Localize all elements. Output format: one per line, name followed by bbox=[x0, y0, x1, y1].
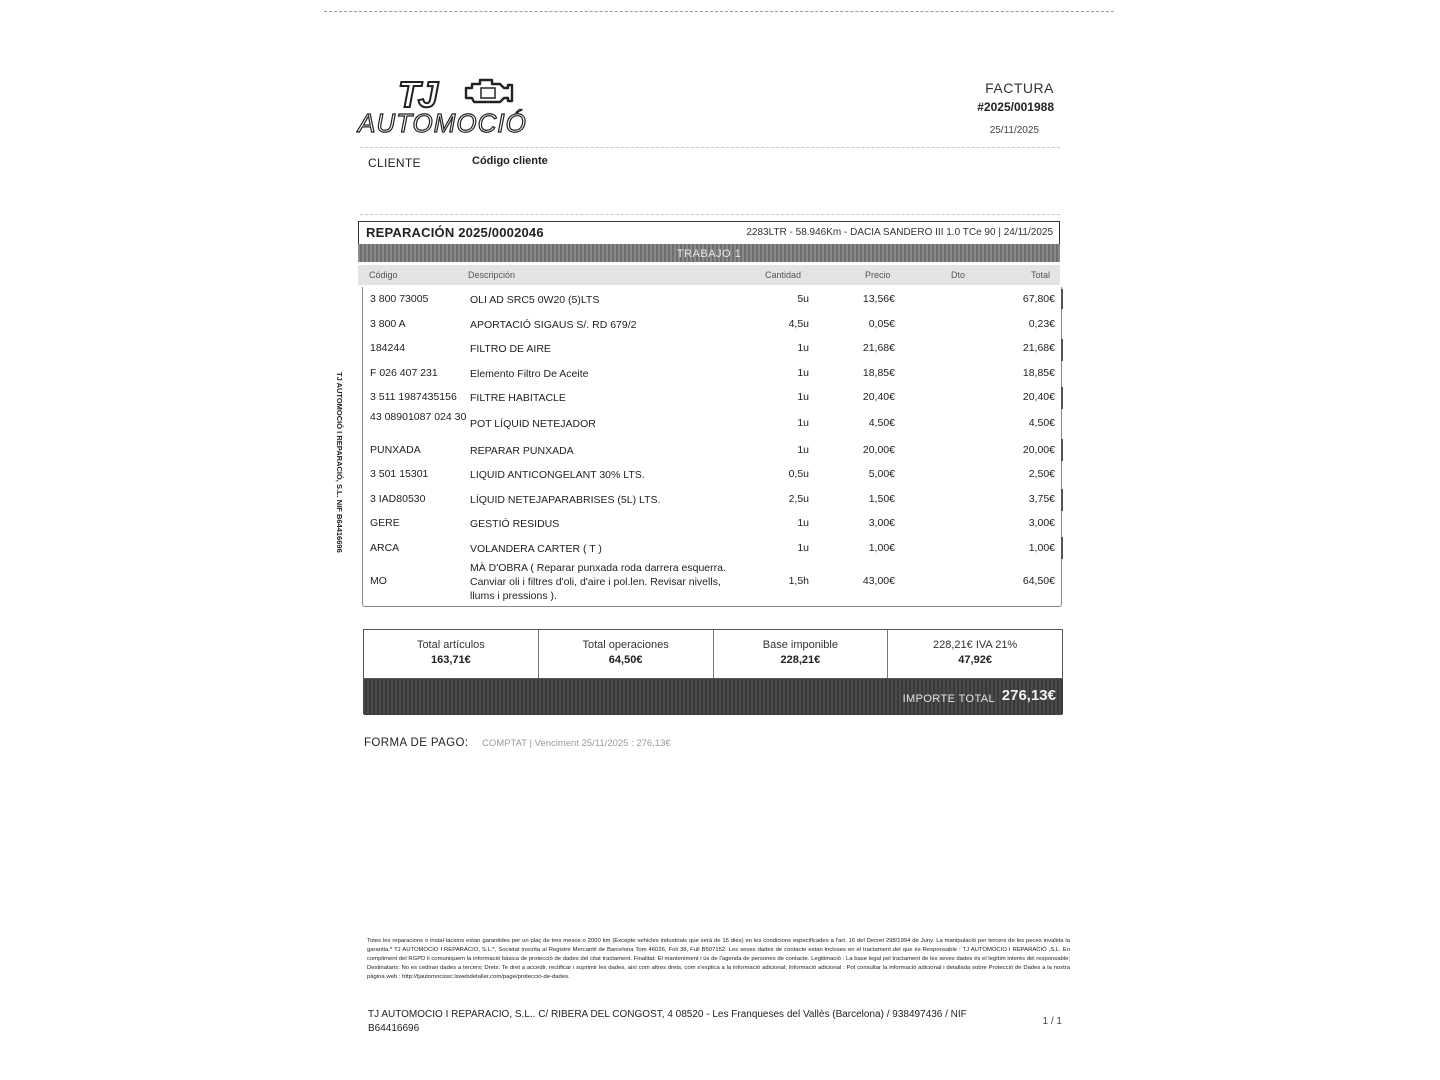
item-quantity: 1,5h bbox=[788, 575, 809, 587]
col-quantity: Cantidad bbox=[765, 270, 802, 280]
item-code: 3 511 1987435156 bbox=[370, 391, 457, 403]
item-price: 20,40€ bbox=[862, 391, 895, 403]
item-code: 3 501 15301 bbox=[370, 468, 429, 480]
repair-title: REPARACIÓN 2025/0002046 bbox=[366, 225, 544, 240]
invoice-number: #2025/001988 bbox=[977, 100, 1054, 114]
item-price: 21,68€ bbox=[862, 342, 895, 354]
total-articles bbox=[364, 630, 539, 678]
col-code: Código bbox=[369, 270, 398, 280]
total-articles-label: Total artículos bbox=[416, 639, 485, 651]
item-total: 21,68€ bbox=[1022, 342, 1055, 354]
legal-notice: Totes les reparacions o instal·lacions estan garantides per un plaç de tres mesos o 2000 km (Excepte vehicles industrials que serà de 15 dies) en les condicions especificades a l'art. 16 del Decret 298/1994 de Juny. La manipulació per tercers de les peces invalida la garantia.* TJ AUTOMOCIO I REPARACIO, S.L.*, Societat inscrita al Registre Mercantil de Barcelona Tom 46026, Foli 38, Full B507152. Les seves dades de contacte estan incloses en el tractament del que és Responsable : TJ AUTOMOCIO I REPARACIÓ ,S.L. En compliment del RGPD li comuniquem la informació bàsica de protecció de dades del citat tractament. Finalitat: El manteniment i ús de l'agenda de persones de contacte. Legitimació : La base legal pel tractament de les seves dades és el legítim interès del responsable; Destinataris: No es cediran dades a tercers; Drets: Te dret a accedir, rectificar i suprimir les dades, així com altres drets, com s'explica a la informació adicional; Informació adicional : Pot consultar la informació adicional i detallada sobre Protecció de Dades a la nostra pàgina web : http://tjautomociosc.lswebdetaller.com/page/proteccio-de-dades. bbox=[367, 938, 1070, 980]
row-edge-mark bbox=[1061, 489, 1063, 511]
item-description: LÍQUID NETEJAPARABRISES (5L) LTS. bbox=[470, 494, 661, 506]
engine-icon bbox=[462, 76, 518, 110]
tax-base-value: 228,21€ bbox=[780, 654, 821, 666]
vertical-company-id: TJ AUTOMOCIÓ I REPARACIÓ, S.L. NIF B64416696 bbox=[335, 372, 344, 553]
item-quantity: 1u bbox=[797, 444, 809, 456]
item-quantity: 1u bbox=[797, 391, 809, 403]
footer-company-info: TJ AUTOMOCIO I REPARACIO, S.L.. C/ RIBERA DEL CONGOST, 4 08520 - Les Franqueses del Vallès (Barcelona) / 938497436 / NIF B64416696 bbox=[368, 1009, 967, 1034]
table-header bbox=[358, 265, 1060, 285]
item-price: 1,50€ bbox=[868, 493, 895, 505]
item-total: 67,80€ bbox=[1022, 293, 1055, 305]
item-total: 3,00€ bbox=[1028, 517, 1055, 529]
item-total: 1,00€ bbox=[1028, 542, 1055, 554]
item-description: FILTRO DE AIRE bbox=[470, 343, 551, 355]
item-description: Elemento Filtro De Aceite bbox=[470, 368, 589, 380]
item-total: 2,50€ bbox=[1028, 468, 1055, 480]
logo-automocio-text: AUTOMOCIÓ bbox=[358, 108, 527, 138]
item-price: 13,56€ bbox=[862, 293, 895, 305]
tax-base bbox=[714, 630, 889, 678]
page-number: 1 / 1 bbox=[1042, 1016, 1062, 1027]
total-operations-label: Total operaciones bbox=[582, 639, 669, 651]
item-description: LIQUID ANTICONGELANT 30% LTS. bbox=[470, 469, 645, 481]
row-edge-mark bbox=[1061, 339, 1063, 361]
item-description: FILTRE HABITACLE bbox=[470, 392, 566, 404]
item-code: ARCA bbox=[370, 542, 400, 554]
repair-vehicle-info: 2283LTR - 58.946Km - DACIA SANDERO III 1.0 TCe 90 | 24/11/2025 bbox=[746, 227, 1053, 238]
client-code-label: Código cliente bbox=[472, 155, 548, 167]
company-logo bbox=[358, 72, 558, 138]
item-code: 3 IAD80530 bbox=[370, 493, 426, 505]
col-description: Descripción bbox=[468, 270, 516, 280]
item-total: 20,00€ bbox=[1022, 444, 1055, 456]
item-code: PUNXADA bbox=[370, 444, 421, 456]
item-price: 3,00€ bbox=[868, 517, 895, 529]
item-code: 3 800 A bbox=[370, 318, 406, 330]
invoice-date: 25/11/2025 bbox=[989, 125, 1039, 136]
item-code: 184244 bbox=[370, 342, 406, 354]
col-discount: Dto bbox=[951, 270, 966, 280]
items-table bbox=[362, 287, 1062, 607]
item-quantity: 4,5u bbox=[788, 318, 809, 330]
item-quantity: 1u bbox=[797, 517, 809, 529]
item-quantity: 1u bbox=[797, 342, 809, 354]
col-price: Precio bbox=[865, 270, 891, 280]
client-label: CLIENTE bbox=[368, 156, 421, 170]
item-total: 0,23€ bbox=[1028, 318, 1055, 330]
item-total: 3,75€ bbox=[1028, 493, 1055, 505]
item-description: VOLANDERA CARTER ( T ) bbox=[470, 543, 602, 555]
payment-method-label: FORMA DE PAGO: bbox=[364, 737, 469, 749]
scan-top-edge bbox=[324, 11, 1114, 12]
work-section-bar bbox=[358, 244, 1060, 262]
item-quantity: 1u bbox=[797, 367, 809, 379]
vat bbox=[888, 630, 1062, 678]
item-code: GERE bbox=[370, 517, 400, 529]
total-operations-value: 64,50€ bbox=[608, 654, 643, 666]
row-edge-mark bbox=[1061, 289, 1063, 309]
col-total: Total bbox=[1031, 270, 1051, 280]
item-price: 43,00€ bbox=[862, 575, 895, 587]
grand-total-bar bbox=[363, 679, 1063, 715]
grand-total-label: IMPORTE TOTAL bbox=[902, 693, 995, 705]
item-code: F 026 407 231 bbox=[370, 367, 438, 379]
logo-tj-text: TJ bbox=[398, 74, 437, 115]
item-code: 43 08901087 024 30 bbox=[370, 411, 467, 423]
payment-method-value: COMPTAT | Venciment 25/11/2025 : 276,13€ bbox=[482, 738, 671, 749]
item-description: REPARAR PUNXADA bbox=[470, 445, 574, 457]
vat-label: 228,21€ IVA 21% bbox=[933, 639, 1018, 651]
item-total: 64,50€ bbox=[1022, 575, 1055, 587]
item-code: MO bbox=[370, 575, 387, 587]
item-description: MÀ D'OBRA ( Reparar punxada roda darrera esquerra. Canviar oli i filtres d'oli, d'aire i pol.len. Revisar nivells, llums i pressions ). bbox=[470, 562, 726, 602]
row-edge-mark bbox=[1061, 537, 1063, 559]
vat-value: 47,92€ bbox=[958, 654, 992, 666]
total-articles-value: 163,71€ bbox=[430, 654, 471, 666]
divider bbox=[360, 147, 1060, 148]
repair-header bbox=[358, 221, 1060, 244]
item-quantity: 2,5u bbox=[788, 493, 809, 505]
work-section-label: TRABAJO 1 bbox=[676, 248, 742, 260]
item-quantity: 1u bbox=[797, 417, 809, 429]
row-edge-mark bbox=[1061, 387, 1063, 409]
item-quantity: 0,5u bbox=[788, 468, 809, 480]
grand-total-value: 276,13€ bbox=[1001, 687, 1056, 704]
row-edge-mark bbox=[1061, 439, 1063, 461]
item-description: APORTACIÓ SIGAUS S/. RD 679/2 bbox=[470, 319, 637, 331]
item-description: POT LÍQUID NETEJADOR bbox=[470, 418, 596, 430]
item-total: 18,85€ bbox=[1022, 367, 1055, 379]
item-price: 4,50€ bbox=[868, 417, 895, 429]
divider bbox=[360, 214, 1060, 215]
invoice-title: FACTURA bbox=[985, 80, 1054, 96]
item-price: 5,00€ bbox=[868, 468, 895, 480]
tax-base-label: Base imponible bbox=[762, 639, 838, 651]
item-price: 0,05€ bbox=[868, 318, 895, 330]
item-total: 4,50€ bbox=[1028, 417, 1055, 429]
totals-box bbox=[363, 629, 1063, 679]
item-description: OLI AD SRC5 0W20 (5)LTS bbox=[470, 294, 600, 306]
item-quantity: 1u bbox=[797, 542, 809, 554]
total-operations bbox=[539, 630, 714, 678]
item-code: 3 800 73005 bbox=[370, 293, 429, 305]
item-quantity: 5u bbox=[797, 293, 809, 305]
item-total: 20,40€ bbox=[1022, 391, 1055, 403]
item-price: 18,85€ bbox=[862, 367, 895, 379]
item-price: 20,00€ bbox=[862, 444, 895, 456]
item-price: 1,00€ bbox=[868, 542, 895, 554]
item-description: GESTIÓ RESIDUS bbox=[470, 518, 560, 530]
